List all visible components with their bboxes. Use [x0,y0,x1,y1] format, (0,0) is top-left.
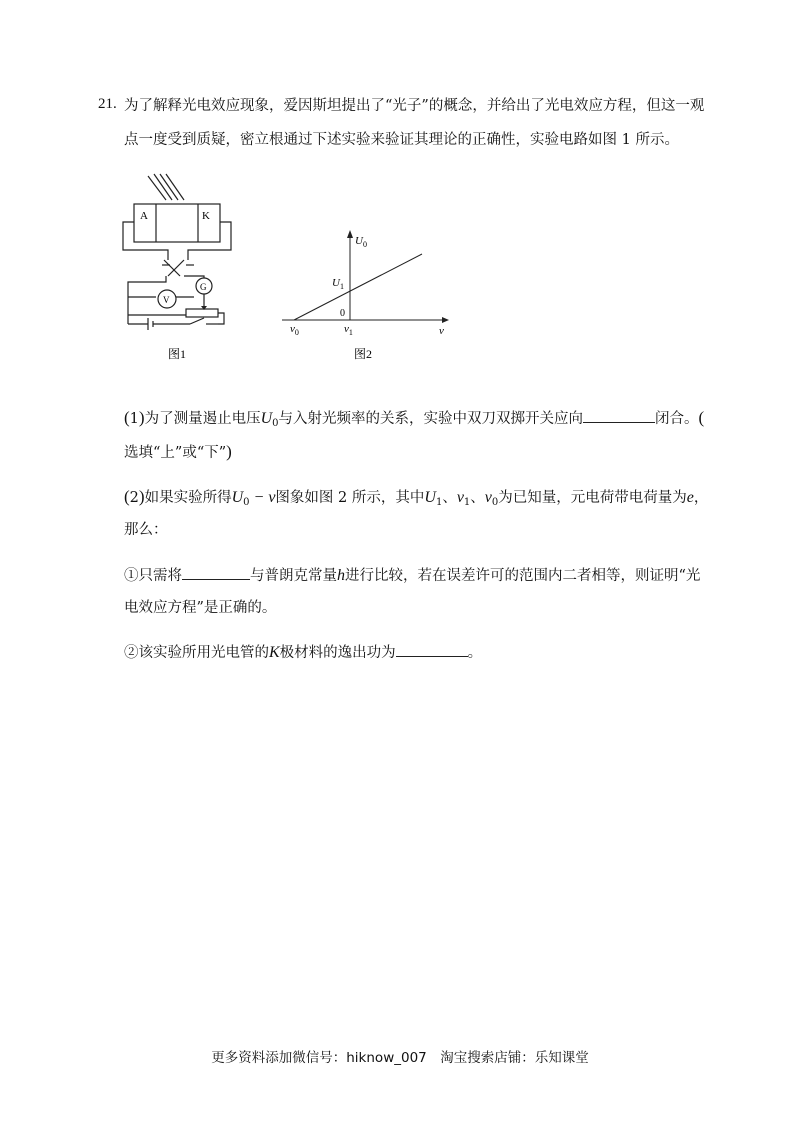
sub1-line1: ①只需将 与普朗克常量h进行比较，若在误差许可的范围内二者相等，则证明“光 [124,567,701,584]
sub2-line1: ②该实验所用光电管的K极材料的逸出功为 。 [124,644,483,661]
galvanometer-label: G [200,282,207,292]
svg-text:ν1 [344,323,353,337]
y-axis-sub: 0 [362,240,367,249]
svg-text:U0 [355,235,367,249]
part1-number: 1 [129,411,139,427]
part1-line2: 选填“上”或“下”) [124,442,232,461]
part2-line2: 那么： [124,522,168,538]
sub1-line2: 电效应方程”是正确的。 [124,600,277,616]
nu1-label: ν [344,323,349,335]
nu0-sub: 0 [294,328,299,337]
part2-line1: (2)如果实验所得$U_0 - \nu$图象如图 2 所示，其中$U_1$、$\nu_1$、$\nu_0$为已知量，元电荷带电荷量为e， [124,487,709,508]
origin-label: 0 [340,308,345,319]
svg-text:U1 [332,277,344,291]
figure2-graph [282,226,452,362]
question-intro-line1: 为了解释光电效应现象，爱因斯坦提出了“光子”的概念，并给出了光电效应方程，但这一观 [124,98,705,114]
svg-text:ν0 [290,323,299,337]
nu0-label: ν [290,323,295,335]
y-axis-label: U [355,235,363,247]
label-anode: A [140,210,148,222]
figure1-caption: 图1 [168,347,187,361]
question-intro-line2: 点一度受到质疑，密立根通过下述实验来验证其理论的正确性，实验电路如图 1 所示。 [124,132,679,148]
u1-sub: 1 [339,282,344,291]
page-footer: 更多资料添加微信号：hiknow_007 淘宝搜索店铺：乐知课堂 [211,1050,589,1066]
sub2-answer-blank[interactable] [396,642,468,657]
sub1-answer-blank[interactable] [182,565,250,580]
label-cathode: K [202,210,210,222]
x-axis-label: ν [439,325,444,337]
figure1-circuit-diagram [118,172,233,364]
part2-number: 2 [129,490,139,506]
nu1-sub: 1 [348,328,353,337]
figure2-caption: 图2 [354,347,373,361]
voltmeter-label: V [163,295,170,305]
question-number: 21. [98,96,117,112]
part1-line1: (1)为了测量遏止电压$U_0$与入射光频率的关系，实验中双刀双掷开关应向 闭合。( [124,408,705,429]
u1-label: U [332,277,340,289]
part1-answer-blank[interactable] [583,408,655,423]
